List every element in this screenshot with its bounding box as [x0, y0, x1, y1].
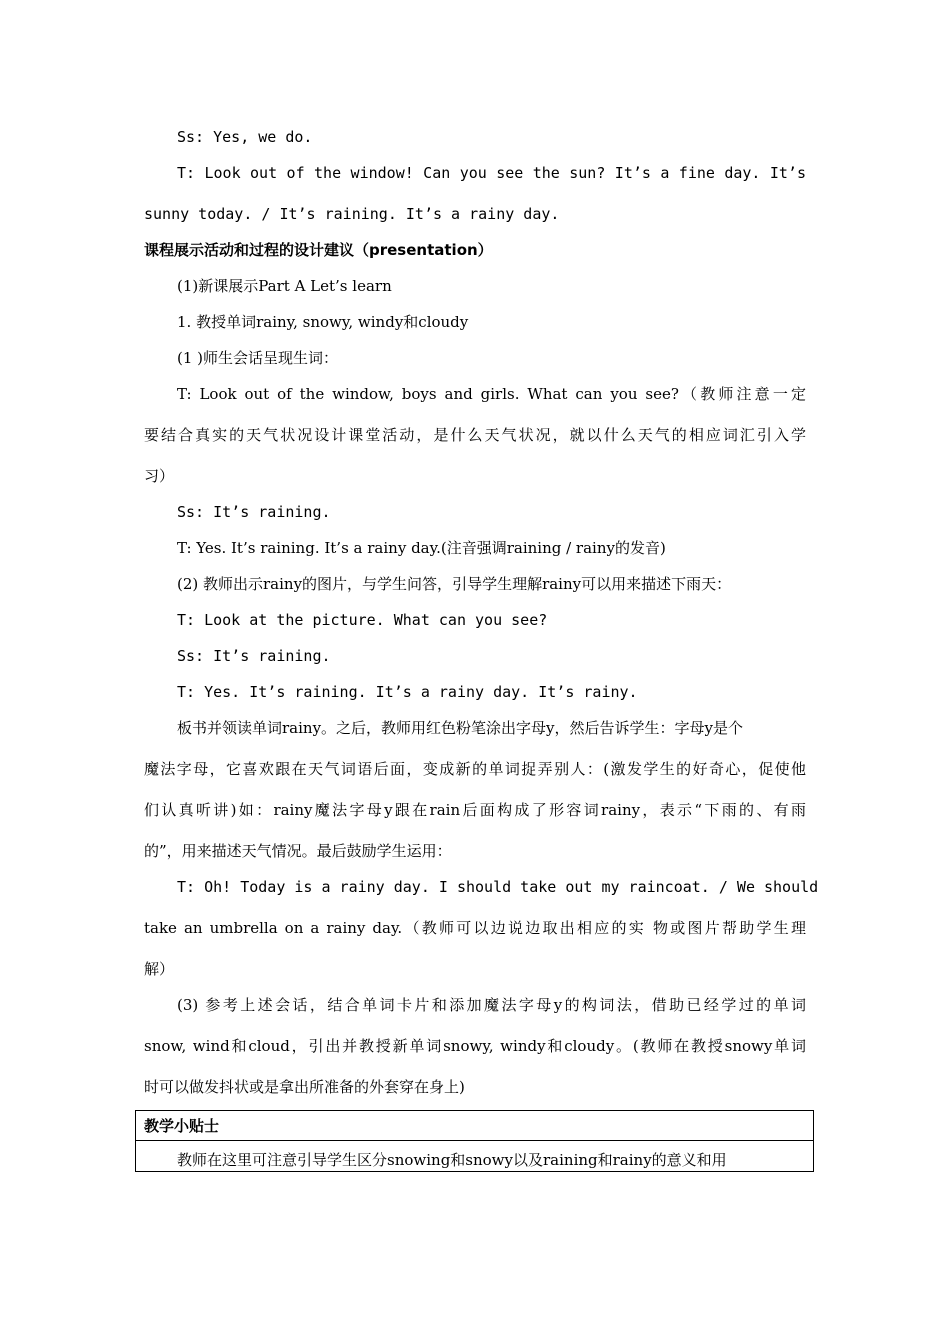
- text-line: 1. 教授单词rainy, snowy, windy和cloudy: [177, 313, 469, 331]
- text-line: (1 )师生会话呈现生词：: [177, 349, 339, 367]
- tips-title: 教学小贴士: [144, 1117, 220, 1135]
- text-line: Ss: It’s raining.: [177, 647, 331, 665]
- section-heading: 课程展示活动和过程的设计建议（presentation）: [144, 241, 493, 259]
- tips-divider: [136, 1140, 813, 1141]
- tips-body: 教师在这里可注意引导学生区分snowing和snowy以及raining和rainy的意义和用: [177, 1151, 727, 1169]
- text-line: T: Look at the picture. What can you see?: [177, 611, 548, 629]
- text-line: T: Look out of the window, boys and girls. What can you see?（教师注意一定: [177, 385, 806, 403]
- text-line: 魔法字母，它喜欢跟在天气词语后面，变成新的单词捉弄别人：(激发学生的好奇心，促使他: [144, 760, 806, 778]
- text-line: T: Yes. It’s raining. It’s a rainy day.(注音强调raining / rainy的发音): [177, 539, 666, 557]
- text-line: T: Oh! Today is a rainy day. I should take out my raincoat. / We should: [177, 878, 819, 896]
- text-line: (3) 参考上述会话，结合单词卡片和添加魔法字母y的构词法，借助已经学过的单词: [177, 996, 806, 1014]
- text-line: T: Look out of the window! Can you see the sun? It’s a fine day. It’s: [177, 164, 806, 182]
- text-line: 的”，用来描述天气情况。最后鼓励学生运用：: [144, 842, 452, 860]
- text-line: Ss: Yes, we do.: [177, 128, 313, 146]
- text-line: 们认真听讲)如：rainy魔法字母y跟在rain后面构成了形容词rainy，表示“下雨的、有雨: [144, 801, 806, 819]
- text-line: 时可以做发抖状或是拿出所准备的外套穿在身上): [144, 1078, 465, 1096]
- text-line: T: Yes. It’s raining. It’s a rainy day. It’s rainy.: [177, 683, 638, 701]
- text-line: 板书并领读单词rainy。之后，教师用红色粉笔涂出字母y，然后告诉学生：字母y是个: [177, 719, 743, 737]
- text-line: 习）: [144, 467, 175, 485]
- text-line: 要结合真实的天气状况设计课堂活动，是什么天气状况，就以什么天气的相应词汇引入学: [144, 426, 806, 444]
- teaching-tips-box: [135, 1110, 814, 1172]
- text-line: sunny today. / It’s raining. It’s a rainy day.: [144, 205, 560, 223]
- text-line: snow, wind和cloud，引出并教授新单词snowy, windy和cloudy。(教师在教授snowy单词: [144, 1037, 806, 1055]
- text-line: take an umbrella on a rainy day.（教师可以边说边取出相应的实 物或图片帮助学生理: [144, 919, 806, 937]
- text-line: 解）: [144, 960, 175, 978]
- text-line: (2) 教师出示rainy的图片，与学生问答，引导学生理解rainy可以用来描述下雨天：: [177, 575, 732, 593]
- text-line: Ss: It’s raining.: [177, 503, 331, 521]
- text-line: (1)新课展示Part A Let’s learn: [177, 277, 392, 295]
